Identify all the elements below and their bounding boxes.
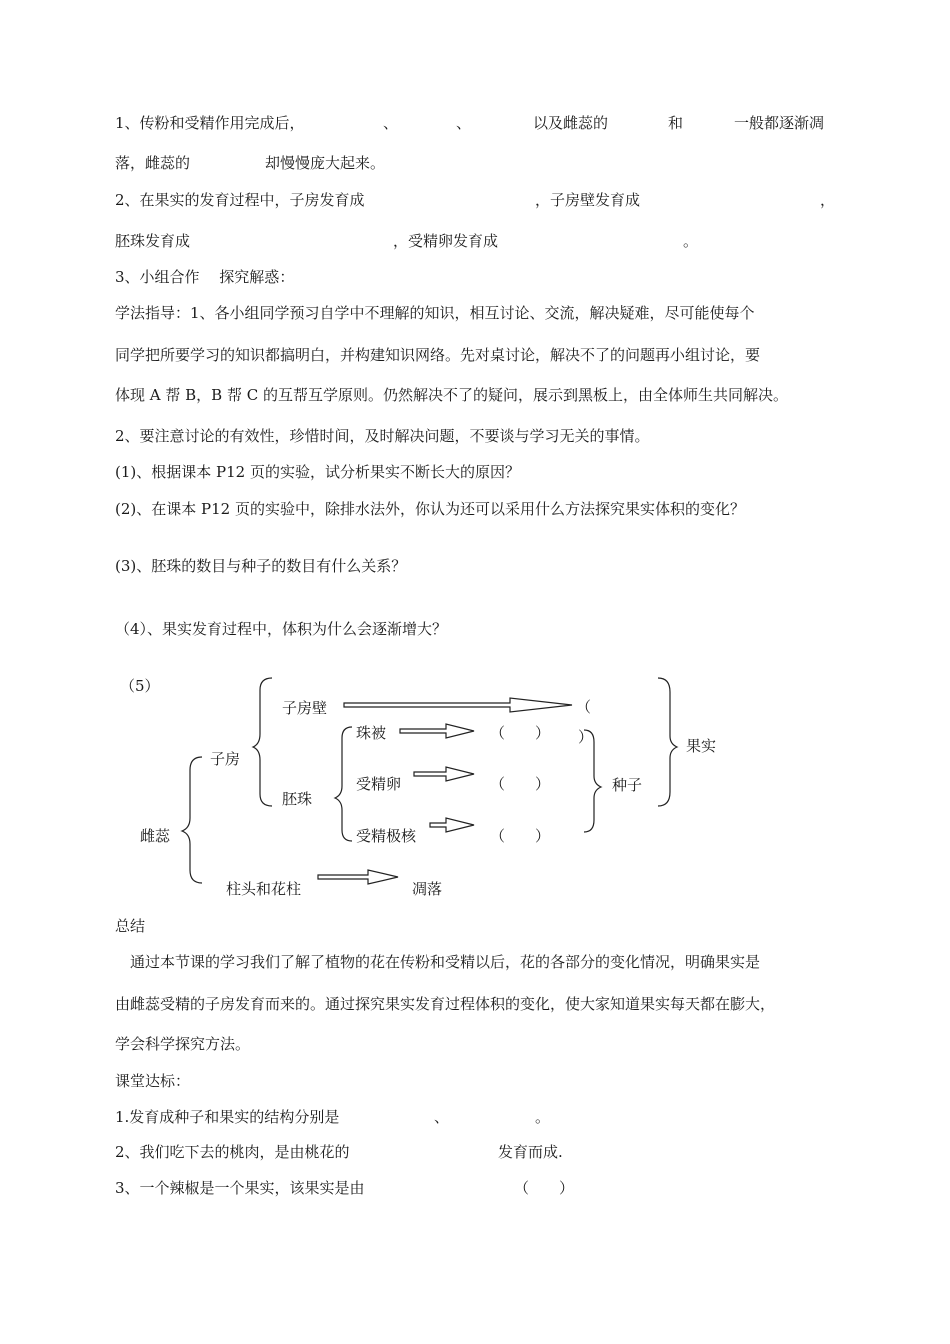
text-line: 2、要注意讨论的有效性，珍惜时间，及时解决问题，不要谈与学习无关的事情。 — [115, 427, 650, 445]
text-line: 学会科学探究方法。 — [115, 1035, 251, 1053]
text-line: 胚珠发育成 — [115, 232, 191, 250]
brace-ovary — [253, 678, 272, 806]
summary-title: 总结 — [115, 917, 146, 935]
paren-close: ） — [578, 728, 594, 746]
text-line: 落，雌蕊的 — [115, 154, 191, 172]
brace-fruit — [658, 678, 677, 806]
text-line: 、 — [383, 114, 399, 132]
label-ovule: 胚珠 — [282, 790, 313, 808]
text-line: 。 — [683, 232, 699, 250]
text-line: 学法指导：1、各小组同学预习自学中不理解的知识，相互讨论、交流，解决疑难，尽可能使每个 — [115, 304, 755, 322]
text-line: 2、我们吃下去的桃肉，是由桃花的 — [115, 1143, 350, 1161]
text-line: 通过本节课的学习我们了解了植物的花在传粉和受精以后，花的各部分的变化情况，明确果实是 — [130, 953, 761, 971]
label-ovary-wall: 子房壁 — [282, 699, 328, 717]
text-line: ， — [820, 191, 836, 209]
brace-ovule — [335, 727, 352, 841]
diagram-number: （5） — [120, 677, 160, 695]
text-line: 、 — [434, 1108, 450, 1126]
text-line: 发育而成. — [498, 1143, 563, 1161]
label-pistil: 雌蕊 — [140, 827, 171, 845]
text-line: 。 — [535, 1108, 551, 1126]
text-line: 同学把所要学习的知识都搞明白，并构建知识网络。先对桌讨论，解决不了的问题再小组讨论，要 — [115, 346, 761, 364]
arrow-fertilized-polar — [430, 818, 474, 832]
text-line: 2、在果实的发育过程中，子房发育成 — [115, 191, 365, 209]
label-seed: 种子 — [612, 776, 643, 794]
label-fertilized-egg: 受精卵 — [356, 775, 402, 793]
question-3: (3)、胚珠的数目与种子的数目有什么关系？ — [115, 557, 407, 575]
pistil-development-diagram — [110, 670, 750, 910]
arrow-integument — [400, 724, 474, 738]
blank-integument: （ ） — [490, 724, 551, 742]
text-line: ，受精卵发育成 — [393, 232, 499, 250]
text-line: 体现 A 帮 B，B 帮 C 的互帮互学原则。仍然解决不了的疑问，展示到黑板上，由全体师生共同解决。 — [115, 386, 788, 404]
text-line: 一般都逐渐凋 — [734, 114, 825, 132]
label-ovary: 子房 — [210, 750, 241, 768]
section-heading: 3、小组合作 探究解惑： — [115, 268, 295, 286]
label-wither: 凋落 — [412, 880, 443, 898]
text-line: 3、一个辣椒是一个果实，该果实是由 — [115, 1179, 365, 1197]
label-stigma-style: 柱头和花柱 — [226, 880, 302, 898]
question-1: (1)、根据课本 P12 页的实验，试分析果实不断长大的原因？ — [115, 463, 520, 481]
question-4: （4）、果实发育过程中，体积为什么会逐渐增大？ — [115, 620, 448, 638]
arrow-fertilized-egg — [414, 767, 474, 781]
question-2: (2)、在课本 P12 页的实验中，除排水法外，你认为还可以采用什么方法探究果实体积的变化？ — [115, 500, 745, 518]
text-line: 以及雌蕊的 — [533, 114, 609, 132]
text-line: 却慢慢庞大起来。 — [265, 154, 386, 172]
paren-open: （ — [576, 698, 592, 716]
text-line: 1.发育成种子和果实的结构分别是 — [115, 1108, 340, 1126]
label-integument: 珠被 — [356, 724, 387, 742]
text-line: 、 — [456, 114, 472, 132]
text-line: 由雌蕊受精的子房发育而来的。通过探究果实发育过程体积的变化，使大家知道果实每天都在膨大， — [115, 995, 776, 1013]
label-fruit: 果实 — [686, 737, 717, 755]
arrow-ovary-wall — [344, 698, 572, 712]
blank-fertilized-polar: （ ） — [490, 827, 551, 845]
brace-pistil — [182, 757, 202, 883]
answer-blank: （ ） — [514, 1179, 575, 1197]
text-line: ，子房壁发育成 — [535, 191, 641, 209]
arrow-stigma-style — [318, 870, 398, 884]
label-fertilized-polar: 受精极核 — [356, 827, 417, 845]
text-line: 1、传粉和受精作用完成后， — [115, 114, 305, 132]
exercise-title: 课堂达标： — [115, 1072, 191, 1090]
blank-fertilized-egg: （ ） — [490, 775, 551, 793]
text-line: 和 — [668, 114, 684, 132]
